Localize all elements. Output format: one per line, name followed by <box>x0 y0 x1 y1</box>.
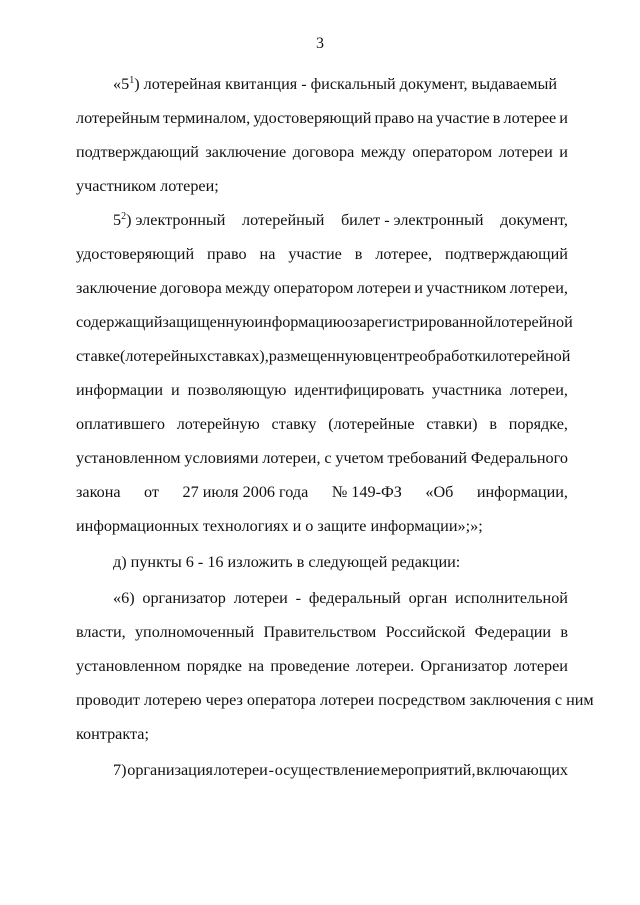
word: 27 июля 2006 года <box>182 483 309 501</box>
word: в <box>560 623 568 641</box>
word: удостоверяющий <box>76 245 195 263</box>
word: исполнительной <box>455 589 568 607</box>
word: билет - электронный <box>340 211 484 229</box>
word: право <box>374 109 415 127</box>
text-line: проводит лотерею через оператора лотереи посредством заключения с ним <box>76 691 594 709</box>
text-line: д) пункты 6 - 16 изложить в следующей редакции: <box>113 553 461 571</box>
word: ставки) <box>426 415 478 433</box>
text-line <box>76 414 568 434</box>
word: (лотерейные <box>328 415 415 433</box>
word: обработки <box>419 347 491 365</box>
word: о <box>344 313 353 331</box>
text-line <box>76 312 573 332</box>
word: установленном <box>76 657 181 675</box>
word: «Об <box>425 483 454 501</box>
page-number: 3 <box>316 35 324 52</box>
word: 7) <box>113 761 127 779</box>
word: установленном <box>76 449 181 467</box>
text-line <box>76 244 568 264</box>
word: условиями <box>184 449 259 467</box>
word: размещенную <box>268 347 365 365</box>
word: лотерейную <box>176 415 260 433</box>
text-line <box>113 588 568 608</box>
word: организация <box>127 761 213 779</box>
word: участие <box>436 109 490 127</box>
word: лотереи <box>513 657 568 675</box>
word: ставку <box>271 415 317 433</box>
word: включающих <box>476 761 568 779</box>
word: участие <box>288 245 342 263</box>
text-line <box>76 380 568 400</box>
word: учетом <box>335 449 384 467</box>
word: Правительством <box>263 623 377 641</box>
word: ставке <box>76 347 120 365</box>
word: подтверждающий <box>445 245 568 263</box>
text-line: информационных технологиях и о защите информации»;»; <box>76 517 483 535</box>
word: организатор <box>142 589 226 607</box>
word: между <box>360 143 406 161</box>
word: федеральный <box>308 589 401 607</box>
text-line: участником лотереи; <box>76 177 219 195</box>
word: зарегистрированной <box>352 313 494 331</box>
word: «6) <box>113 589 135 607</box>
word: на <box>248 657 265 675</box>
word: - <box>295 589 302 607</box>
text-line <box>76 108 568 128</box>
word: лотереи, <box>509 381 568 399</box>
word: участником <box>426 279 507 297</box>
word: и <box>559 109 568 127</box>
word: подтверждающий <box>76 143 199 161</box>
word: закона <box>76 483 121 501</box>
word: и <box>170 381 180 399</box>
word: (лотерейных <box>119 347 208 365</box>
text-line <box>76 482 568 502</box>
text-line <box>76 346 571 366</box>
word: оплатившего <box>76 415 165 433</box>
word: ставках), <box>207 347 269 365</box>
text-line <box>76 656 568 676</box>
word: лотереи <box>498 143 553 161</box>
word: право <box>207 245 247 263</box>
word: - <box>268 761 274 779</box>
word: на <box>259 245 276 263</box>
word: оператором <box>412 143 493 161</box>
word: лотерейным <box>76 109 160 127</box>
word: порядке <box>186 657 242 675</box>
word: лотереи. <box>355 657 415 675</box>
word: оператором <box>273 279 354 297</box>
text-line <box>76 448 568 468</box>
word: власти, <box>76 623 126 641</box>
word: лотереи <box>233 589 288 607</box>
word: лотереи, <box>262 449 321 467</box>
word: информацию <box>254 313 345 331</box>
word: Федерального <box>470 449 568 467</box>
text-line: контракта; <box>76 725 149 743</box>
word: центре <box>372 347 420 365</box>
word: содержащий <box>76 313 163 331</box>
word: орган <box>408 589 448 607</box>
word: в <box>492 109 501 127</box>
word: Федерации <box>474 623 552 641</box>
word: защищенную <box>162 313 255 331</box>
word: требований <box>387 449 467 467</box>
word: в <box>364 347 373 365</box>
word: № 149-ФЗ <box>331 483 402 501</box>
word: удостоверяющий <box>253 109 372 127</box>
word: договора <box>292 143 355 161</box>
word: идентифицировать <box>294 381 425 399</box>
word: терминалом, <box>163 109 251 127</box>
word: мероприятий, <box>380 761 476 779</box>
word: осуществление <box>274 761 380 779</box>
word: в <box>354 245 363 263</box>
word: договора <box>160 279 222 297</box>
text-line <box>113 74 568 94</box>
word: лотерейной <box>493 313 573 331</box>
word: лотереи, <box>509 279 568 297</box>
word: $5^2$) электронный <box>113 211 226 229</box>
word: информации, <box>476 483 568 501</box>
word: и <box>559 143 568 161</box>
text-line <box>76 622 568 642</box>
word: лотереи <box>356 279 411 297</box>
text-line <box>113 760 568 780</box>
text-line <box>76 278 568 298</box>
word: Российской <box>385 623 466 641</box>
word: заключение <box>205 143 287 161</box>
word: лотерее <box>503 109 557 127</box>
word: лотереи <box>213 761 268 779</box>
word: участника <box>432 381 502 399</box>
word: лотерейный <box>242 211 325 229</box>
text-fragment: «$5^1$) лотерейная квитанция - фискальный документ, выдаваемый <box>113 75 558 93</box>
word: лотерейной <box>490 347 571 365</box>
word: уполномоченный <box>134 623 255 641</box>
word: и <box>414 279 423 297</box>
word: от <box>144 483 159 501</box>
word: заключение <box>76 279 157 297</box>
word: порядке, <box>508 415 568 433</box>
word: Организатор <box>420 657 508 675</box>
word: проведение <box>270 657 350 675</box>
text-line <box>76 142 568 162</box>
word: позволяющую <box>187 381 287 399</box>
word: документ, <box>500 211 568 229</box>
word: на <box>417 109 434 127</box>
word: информации <box>76 381 164 399</box>
text-line <box>113 210 568 230</box>
word: в <box>489 415 497 433</box>
word: с <box>324 449 332 467</box>
word: между <box>225 279 271 297</box>
word: лотерее, <box>375 245 433 263</box>
